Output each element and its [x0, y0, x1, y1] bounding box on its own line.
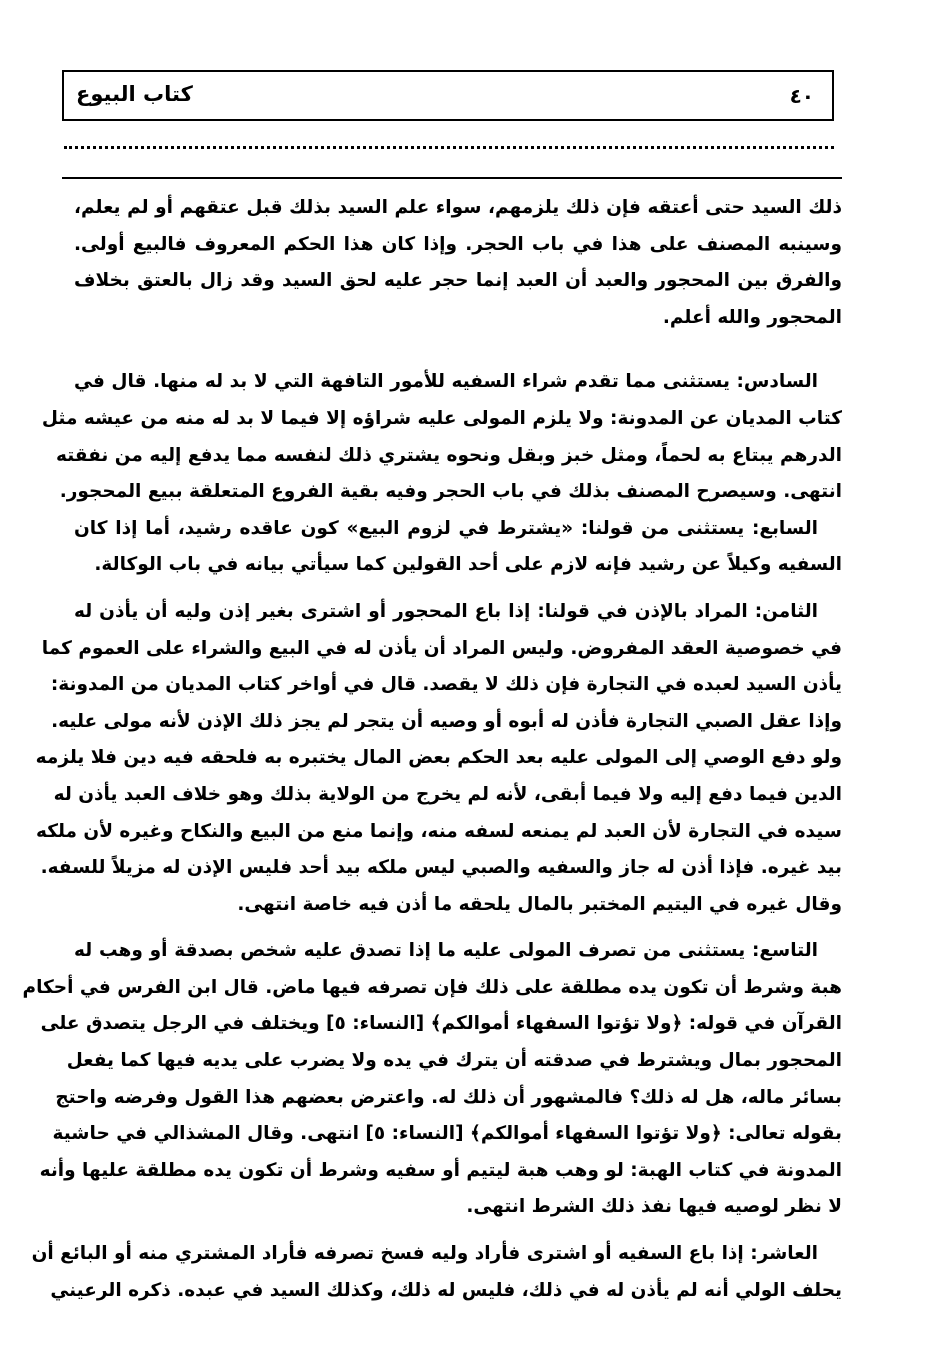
text-line: المدونة في كتاب الهبة: لو وهب هبة ليتيم أو سفيه وشرط أن تكون يده مطلقة عليها وأنه — [39, 1159, 842, 1181]
text-line: المحجور والله أعلم. — [662, 306, 842, 328]
text-line: الثامن: المراد بالإذن في قولنا: إذا باع المحجور أو اشترى بغير إذن وليه أن يأذن له — [74, 600, 818, 622]
text-line: بقوله تعالى: ﴿ولا تؤتوا السفهاء أموالكم﴾ [النساء: ٥] انتهى. وقال المشذالي في حاشية — [52, 1123, 842, 1145]
dotted-divider — [64, 146, 834, 149]
text-line: وقال غيره في اليتيم المختبر بالمال يلحقه ما أذن فيه خاصة انتهى. — [237, 893, 842, 915]
text-line: السادس: يستثنى مما تقدم شراء السفيه للأمور التافهة التي لا بد له منها. قال في — [74, 371, 818, 393]
text-line: السابع: يستثنى من قولنا: «يشترط في لزوم البيع» كون عاقده رشيد، أما إذا كان — [74, 517, 818, 539]
paragraph — [22, 933, 842, 1226]
text-line: انتهى. وسيصرح المصنف بذلك في باب الحجر وفيه بقية الفروع المتعلقة ببيع المحجور. — [59, 481, 842, 503]
body-text — [22, 190, 842, 1309]
text-line: وإذا عقل الصبي التجارة فأذن له أبوه أو وصيه أن يتجر لم يجز ذلك الإذن لأنه مولى عليه. — [51, 710, 842, 732]
page-header-box — [62, 70, 834, 121]
text-line: العاشر: إذا باع السفيه أو اشترى فأراد وليه فسخ تصرفه فأراد المشتري منه أو البائع أن — [31, 1243, 818, 1265]
text-line: ذلك السيد حتى أعتقه فإن ذلك يلزمهم، سواء علم السيد بذلك قبل عتقهم أو لم يعلم، — [74, 197, 842, 218]
text-line: لا نظر لوصيه فيها نفذ ذلك الشرط انتهى. — [466, 1196, 842, 1218]
text-line: هبة وشرط أن تكون يده مطلقة على ذلك فإن تصرفه فيها ماض. قال ابن الفرس في أحكام — [22, 976, 842, 998]
page-number: ٤٠ — [789, 84, 814, 108]
text-line: التاسع: يستثنى من تصرف المولى عليه ما إذا تصدق عليه شخص بصدقة أو وهب له — [74, 940, 818, 962]
text-line: والفرق بين المحجور والعبد أن العبد إنما حجر عليه لحق السيد وقد زال بالعتق بخلاف — [74, 270, 842, 292]
text-line: سيده في التجارة لأن العبد لم يمنعه لسفه منه، وإنما منع من البيع والنكاح وغيره لأن ملكه — [36, 820, 842, 842]
text-line: وسينبه المصنف على هذا في باب الحجر. وإذا كان هذا الحكم المعروف فالبيع أولى. — [74, 233, 842, 255]
text-line: المحجور بمال ويشترط في صدقته أن يترك في يده ولا يضرب على يديه فيها كما يفعل — [66, 1050, 842, 1072]
text-line: بيد غيره. فإذا أذن له جاز والسفيه والصبي ليس ملكه بيد أحد فليس الإذن له مزيلاً للسفه. — [40, 857, 842, 879]
running-title: كتاب البيوع — [76, 82, 193, 106]
text-line: الدين فيما دفع إليه ولا فيما أبقى، لأنه لم يخرج من الولاية بذلك وهو خلاف العبد يأذن له — [53, 783, 842, 805]
text-line: يحلف الولي أنه لم يأذن له في ذلك، فليس له ذلك، وكذلك السيد في عبده. ذكره الرعيني — [50, 1279, 842, 1301]
paragraph — [74, 511, 842, 584]
text-line: السفيه وكيلاً عن رشيد فإنه لازم على أحد القولين كما سيأتي بيانه في باب الوكالة. — [94, 554, 842, 576]
paragraph — [41, 364, 842, 510]
text-line: بسائر ماله، هل له ذلك؟ فالمشهور أن ذلك له. واعترض بعضهم هذا القول وفرضه واحتج — [55, 1086, 842, 1108]
paragraph — [35, 594, 842, 923]
text-line: الدرهم يبتاع به لحماً، ومثل خبز وبقل ونحوه يشتري ذلك لنفسه مما يدفع إليه من نفقته — [55, 444, 842, 466]
paragraph — [74, 190, 842, 336]
text-line: في خصوصية العقد المفروض. وليس المراد أن يأذن له في البيع والشراء على العموم كما — [41, 637, 842, 659]
header-rule — [62, 177, 842, 179]
text-line: يأذن السيد لعبده في التجارة فإن ذلك لا يقصد. قال في أواخر كتاب المديان من المدونة: — [50, 674, 842, 696]
text-line: كتاب المديان عن المدونة: ولا يلزم المولى عليه شراؤه إلا فيما لا بد له منه من عيشه مثل — [41, 407, 842, 429]
paragraph — [31, 1236, 842, 1309]
text-line: ولو دفع الوصي إلى المولى عليه بعد الحكم بعض المال يختبره به فلحقه فيه دين فلا يلزمه — [35, 747, 842, 769]
text-line: القرآن في قوله: ﴿ولا تؤتوا السفهاء أموالكم﴾ [النساء: ٥] ويختلف في الرجل يتصدق على — [40, 1013, 842, 1035]
